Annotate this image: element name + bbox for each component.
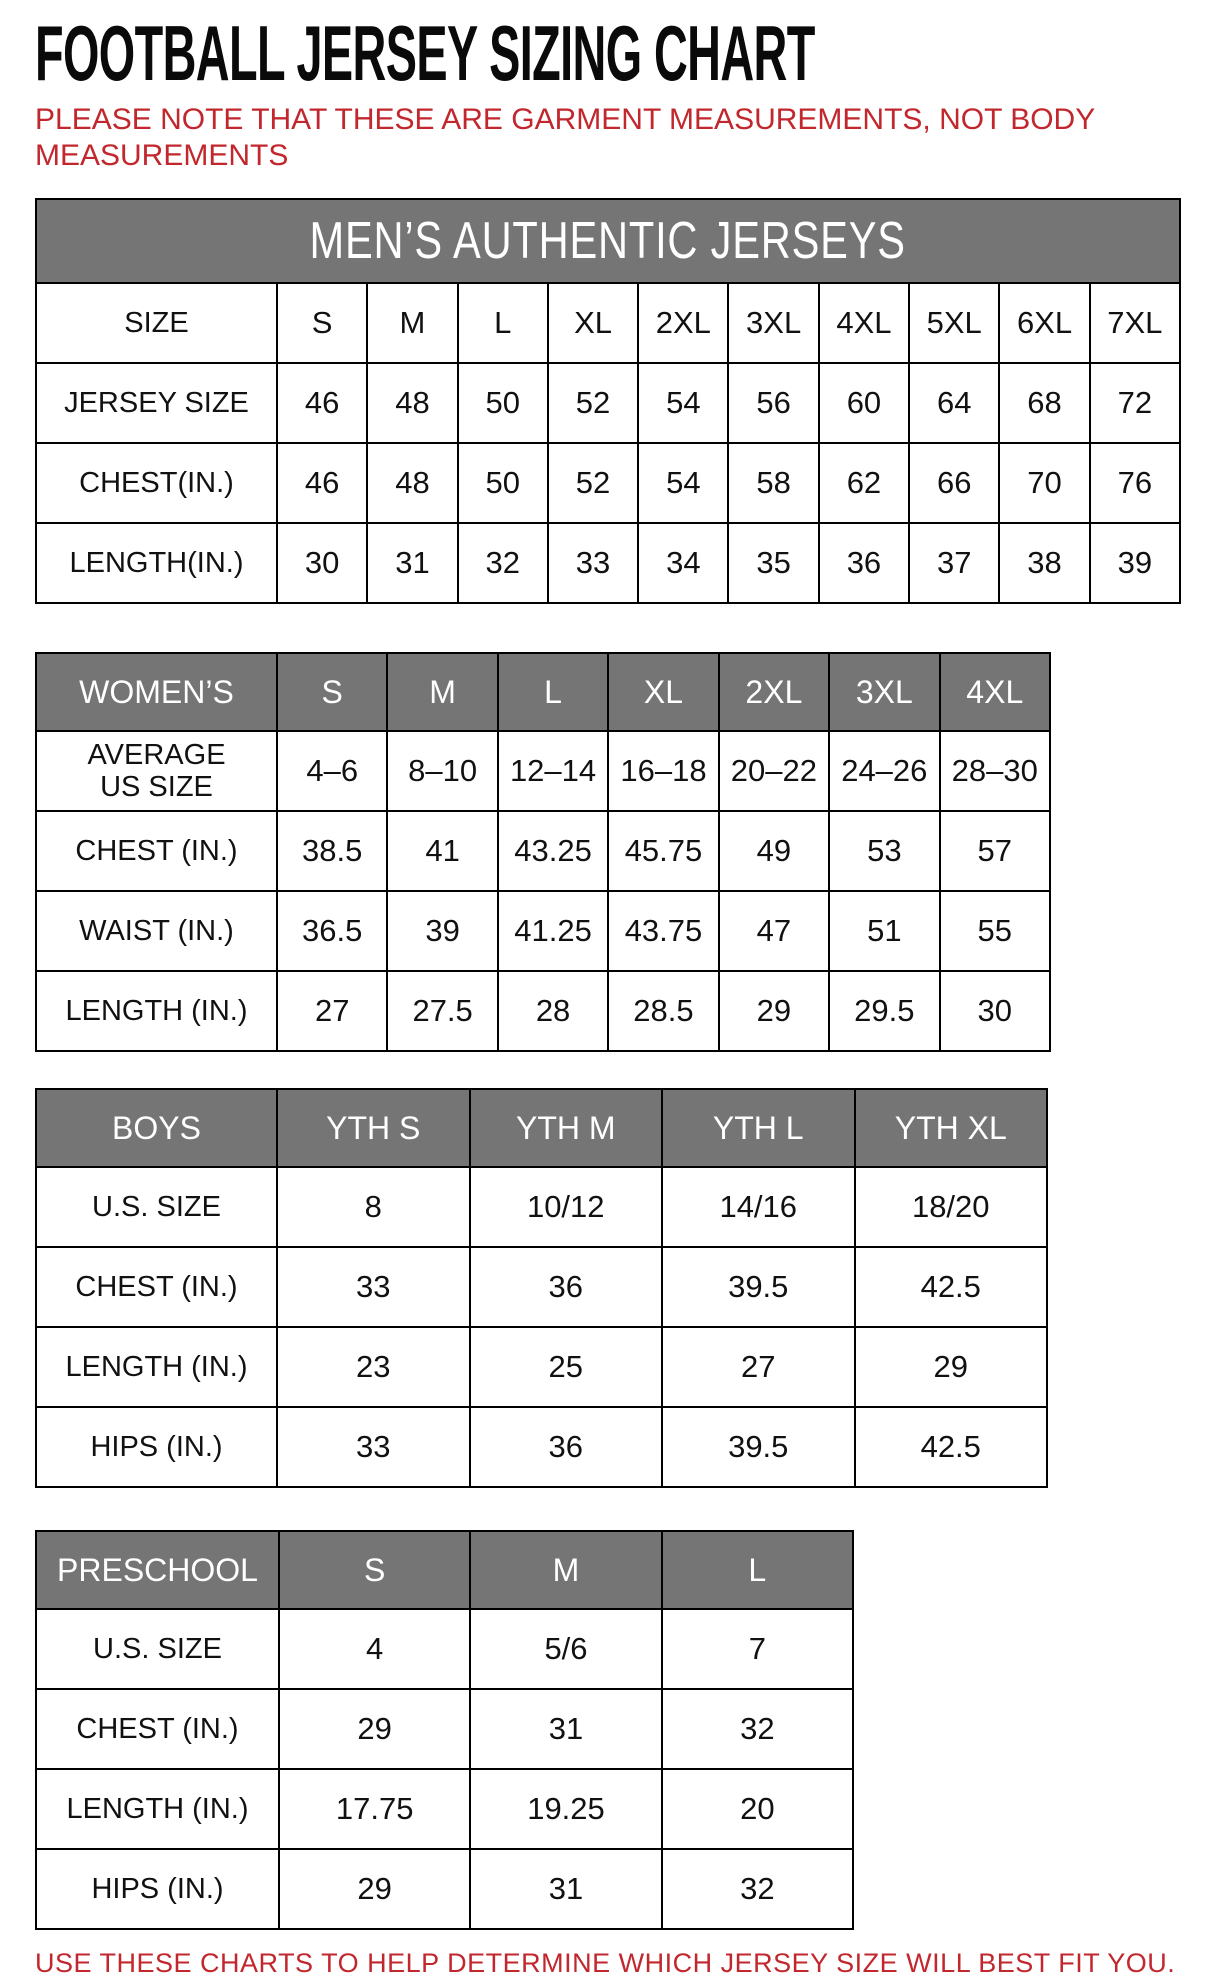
data-cell: 8 [277,1167,470,1247]
data-cell: 5/6 [470,1609,661,1689]
data-cell: 27 [662,1327,855,1407]
table-header-row [36,653,1050,731]
data-cell: 28 [498,971,608,1051]
note-line-1: PLEASE NOTE THAT THESE ARE GARMENT MEASUREMENTS, NOT BODY [35,103,1096,136]
data-cell: 20–22 [719,731,829,811]
column-header: YTH L [662,1089,855,1167]
data-cell: 33 [277,1247,470,1327]
data-cell: 46 [277,443,367,523]
data-cell: 47 [719,891,829,971]
data-cell: XL [548,283,638,363]
data-cell: 41 [387,811,497,891]
data-cell: 32 [458,523,548,603]
data-cell: 36 [470,1407,663,1487]
preschool-sizing-table [35,1530,854,1930]
data-cell: 4XL [819,283,909,363]
data-cell: 72 [1090,363,1180,443]
row-label: SIZE [36,283,277,363]
row-label: CHEST (IN.) [36,1689,279,1769]
row-label: U.S. SIZE [36,1609,279,1689]
data-cell: 4 [279,1609,470,1689]
column-header: XL [608,653,718,731]
table-row [36,443,1180,523]
table-banner-row [36,199,1180,283]
data-cell: 5XL [909,283,999,363]
data-cell: 6XL [999,283,1089,363]
data-cell: 36.5 [277,891,387,971]
data-cell: 16–18 [608,731,718,811]
data-cell: 28.5 [608,971,718,1051]
data-cell: L [458,283,548,363]
table-row [36,283,1180,363]
column-header: S [279,1531,470,1609]
data-cell: 37 [909,523,999,603]
data-cell: 60 [819,363,909,443]
data-cell: 32 [662,1689,853,1769]
column-header: 3XL [829,653,939,731]
table-row [36,1849,853,1929]
table-row [36,1407,1047,1487]
row-label: LENGTH (IN.) [36,971,277,1051]
column-header: M [470,1531,661,1609]
data-cell: 38 [999,523,1089,603]
column-header: M [387,653,497,731]
data-cell: 32 [662,1849,853,1929]
data-cell: 76 [1090,443,1180,523]
table-header-label: WOMEN’S [36,653,277,731]
page-title [35,10,1185,96]
column-header: L [662,1531,853,1609]
data-cell: 28–30 [940,731,1050,811]
garment-measurements-note [35,102,1185,174]
data-cell: 45.75 [608,811,718,891]
page-title-text: FOOTBALL JERSEY SIZING CHART [35,9,815,97]
data-cell: 53 [829,811,939,891]
table-row [36,811,1050,891]
table-banner-text: MEN’S AUTHENTIC JERSEYS [309,212,907,270]
data-cell: 2XL [638,283,728,363]
boys-sizing-table [35,1088,1048,1488]
table-row [36,1689,853,1769]
data-cell: 34 [638,523,728,603]
data-cell: 12–14 [498,731,608,811]
data-cell: 29 [719,971,829,1051]
data-cell: 43.25 [498,811,608,891]
column-header: 2XL [719,653,829,731]
data-cell: 10/12 [470,1167,663,1247]
data-cell: 39.5 [662,1407,855,1487]
table-row [36,363,1180,443]
data-cell: 38.5 [277,811,387,891]
table-banner [36,199,1180,283]
data-cell: 54 [638,443,728,523]
data-cell: 42.5 [855,1247,1048,1327]
data-cell: 42.5 [855,1407,1048,1487]
data-cell: 48 [367,443,457,523]
data-cell: 36 [470,1247,663,1327]
table-row [36,1327,1047,1407]
table-row [36,891,1050,971]
table-header-row [36,1531,853,1609]
table-row [36,1167,1047,1247]
table-row [36,971,1050,1051]
data-cell: 36 [819,523,909,603]
data-cell: 8–10 [387,731,497,811]
data-cell: 20 [662,1769,853,1849]
column-header: YTH S [277,1089,470,1167]
data-cell: 43.75 [608,891,718,971]
data-cell: 24–26 [829,731,939,811]
data-cell: 25 [470,1327,663,1407]
data-cell: 30 [277,523,367,603]
table-row [36,1247,1047,1327]
data-cell: 3XL [728,283,818,363]
table-row [36,1609,853,1689]
data-cell: 29.5 [829,971,939,1051]
column-header: YTH M [470,1089,663,1167]
row-label: CHEST (IN.) [36,1247,277,1327]
data-cell: 29 [279,1849,470,1929]
data-cell: 27 [277,971,387,1051]
table-header-label: BOYS [36,1089,277,1167]
data-cell: 52 [548,443,638,523]
data-cell: 62 [819,443,909,523]
data-cell: 31 [367,523,457,603]
data-cell: S [277,283,367,363]
data-cell: 48 [367,363,457,443]
row-label: U.S. SIZE [36,1167,277,1247]
data-cell: 31 [470,1689,661,1769]
data-cell: 14/16 [662,1167,855,1247]
row-label: HIPS (IN.) [36,1407,277,1487]
data-cell: 49 [719,811,829,891]
data-cell: 23 [277,1327,470,1407]
data-cell: 58 [728,443,818,523]
row-label: CHEST(IN.) [36,443,277,523]
data-cell: 17.75 [279,1769,470,1849]
data-cell: 33 [548,523,638,603]
row-label: CHEST (IN.) [36,811,277,891]
data-cell: 52 [548,363,638,443]
data-cell: 27.5 [387,971,497,1051]
table-row [36,523,1180,603]
data-cell: 39 [387,891,497,971]
data-cell: 56 [728,363,818,443]
data-cell: 31 [470,1849,661,1929]
data-cell: 66 [909,443,999,523]
data-cell: 7 [662,1609,853,1689]
row-label: JERSEY SIZE [36,363,277,443]
data-cell: 39.5 [662,1247,855,1327]
data-cell: M [367,283,457,363]
data-cell: 29 [855,1327,1048,1407]
data-cell: 64 [909,363,999,443]
table-row [36,1769,853,1849]
row-label: AVERAGE US SIZE [36,731,277,811]
data-cell: 35 [728,523,818,603]
data-cell: 33 [277,1407,470,1487]
data-cell: 29 [279,1689,470,1769]
table-row [36,731,1050,811]
column-header: L [498,653,608,731]
data-cell: 4–6 [277,731,387,811]
data-cell: 50 [458,443,548,523]
table-header-row [36,1089,1047,1167]
data-cell: 50 [458,363,548,443]
data-cell: 57 [940,811,1050,891]
data-cell: 54 [638,363,728,443]
data-cell: 39 [1090,523,1180,603]
data-cell: 7XL [1090,283,1180,363]
data-cell: 19.25 [470,1769,661,1849]
data-cell: 51 [829,891,939,971]
footer-note: USE THESE CHARTS TO HELP DETERMINE WHICH JERSEY SIZE WILL BEST FIT YOU. [35,1948,1176,1978]
data-cell: 70 [999,443,1089,523]
column-header: S [277,653,387,731]
column-header: YTH XL [855,1089,1048,1167]
mens-authentic-jerseys-table [35,198,1181,604]
table-header-label: PRESCHOOL [36,1531,279,1609]
note-line-2: MEASUREMENTS [35,139,289,172]
row-label: HIPS (IN.) [36,1849,279,1929]
row-label: WAIST (IN.) [36,891,277,971]
data-cell: 18/20 [855,1167,1048,1247]
data-cell: 41.25 [498,891,608,971]
row-label: LENGTH(IN.) [36,523,277,603]
row-label: LENGTH (IN.) [36,1769,279,1849]
womens-sizing-table [35,652,1051,1052]
row-label: LENGTH (IN.) [36,1327,277,1407]
data-cell: 55 [940,891,1050,971]
column-header: 4XL [940,653,1050,731]
data-cell: 68 [999,363,1089,443]
data-cell: 30 [940,971,1050,1051]
data-cell: 46 [277,363,367,443]
